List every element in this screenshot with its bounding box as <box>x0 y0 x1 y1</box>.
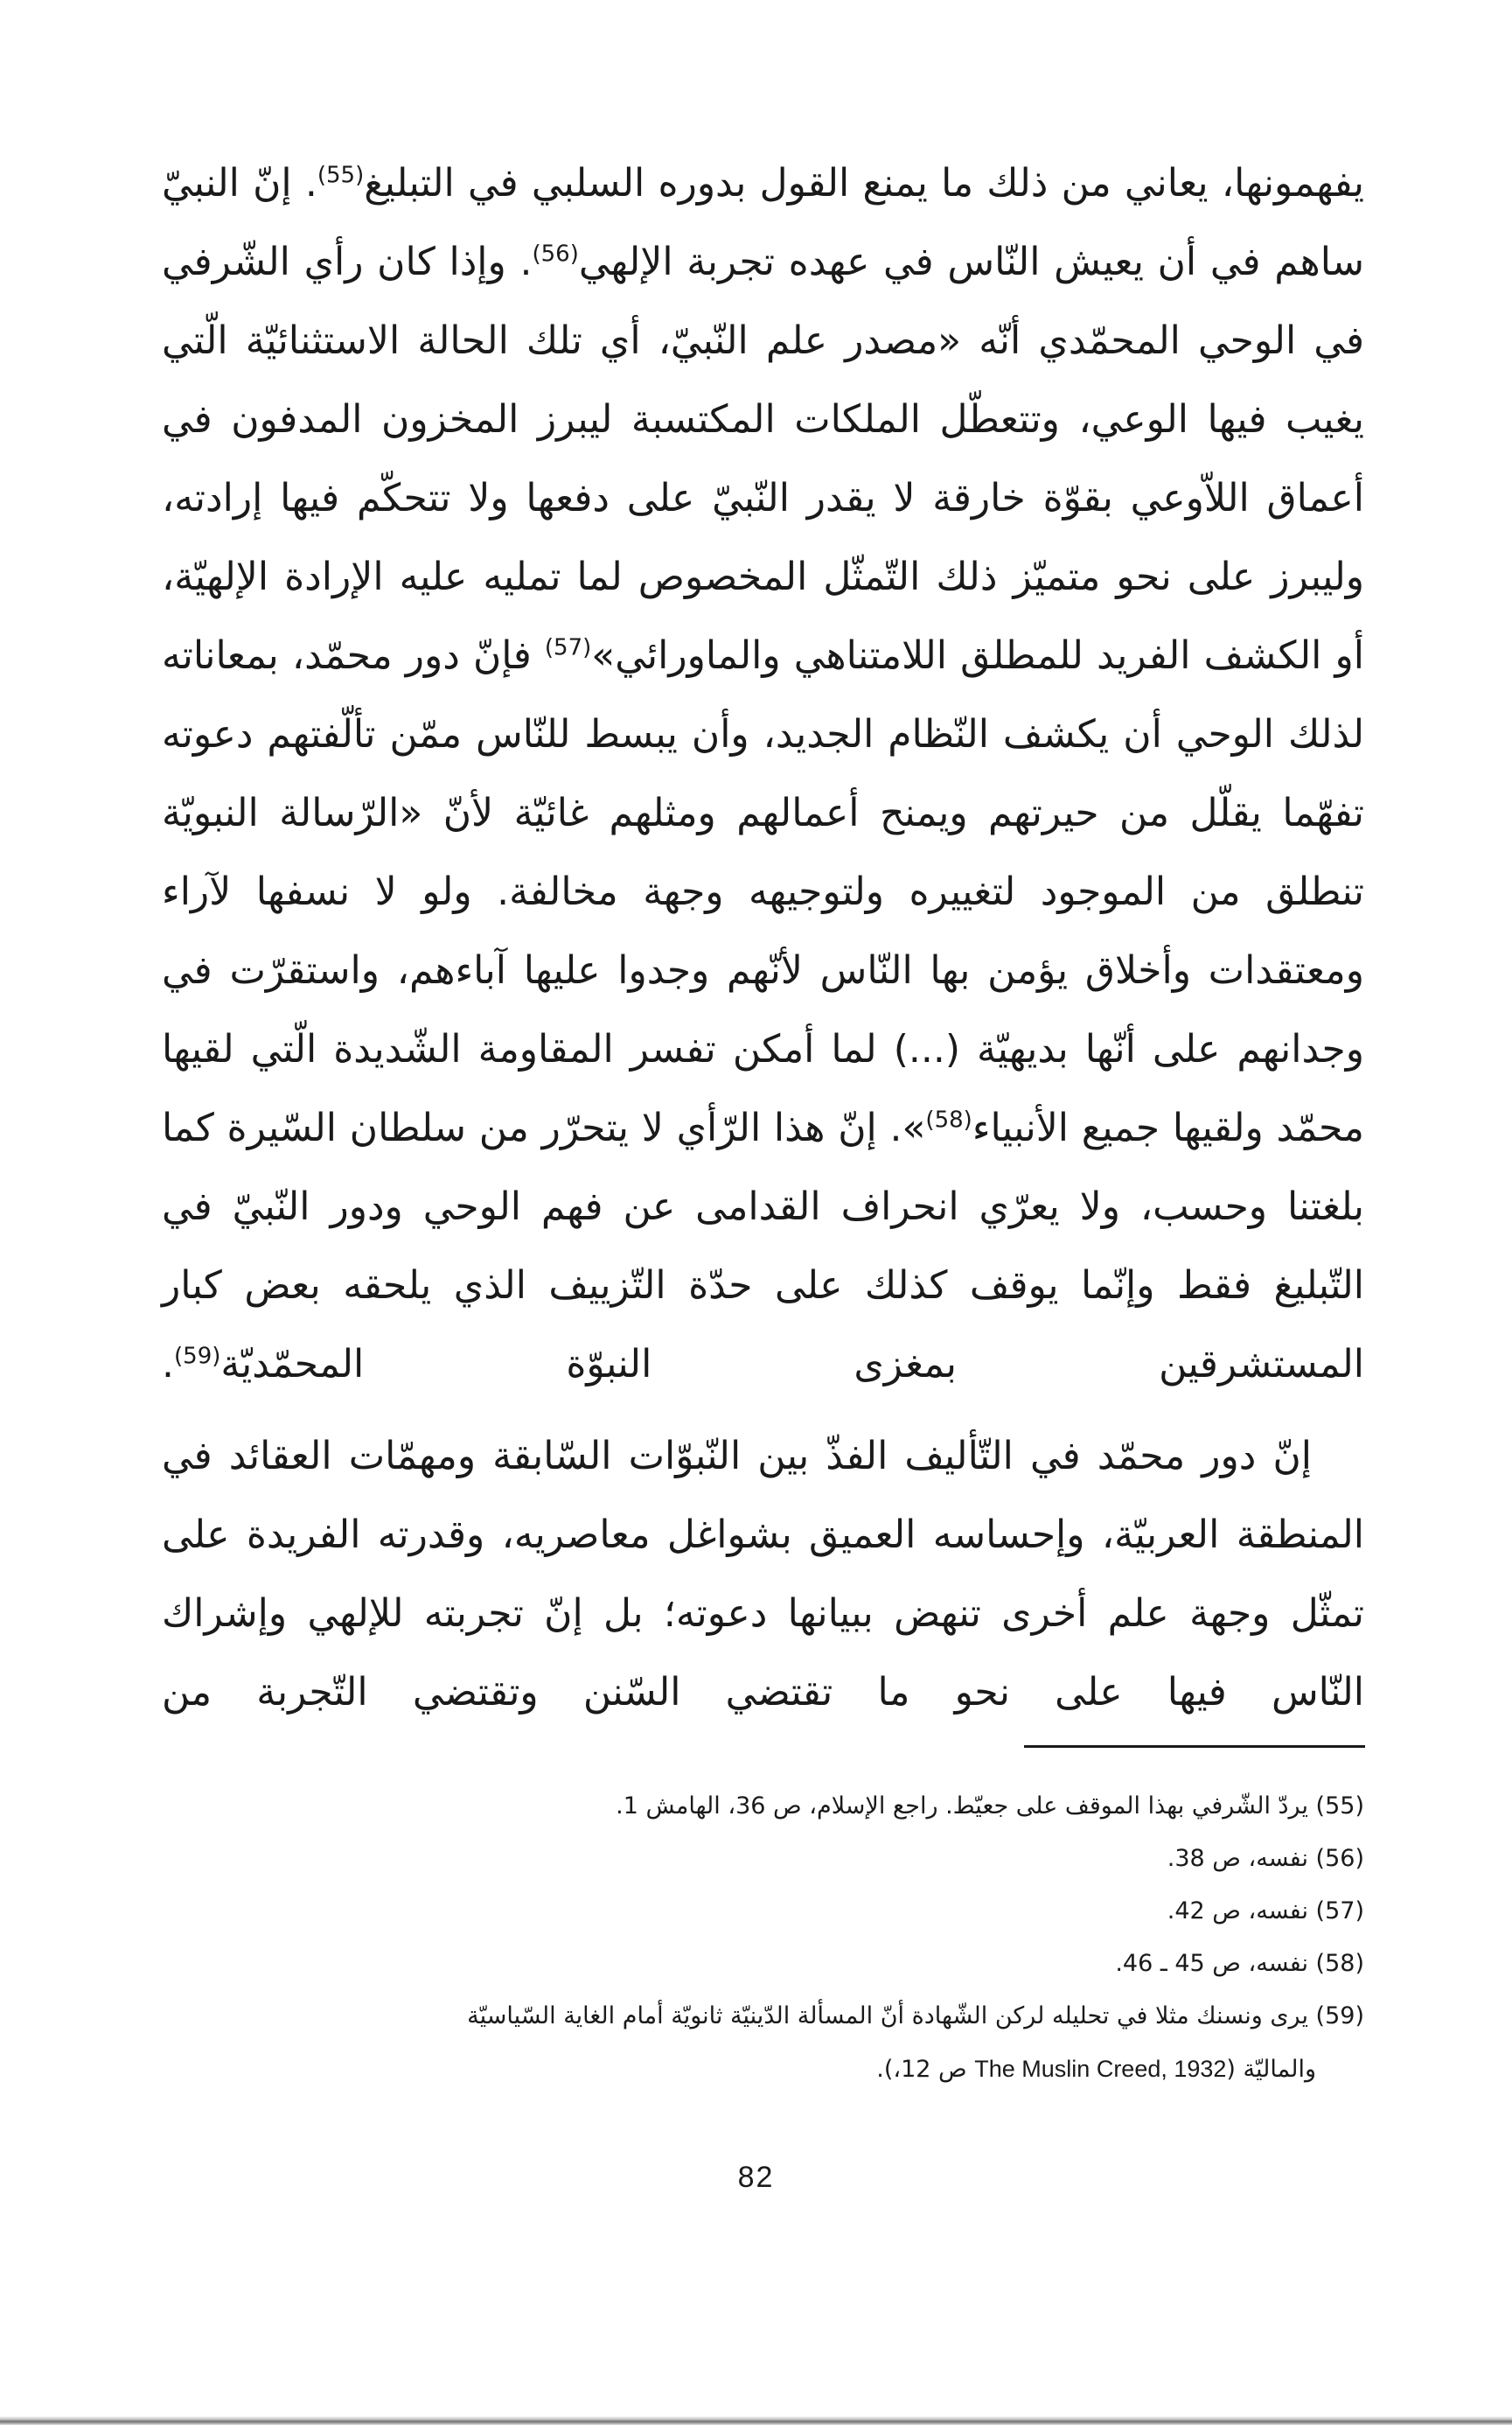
text-line: في المنطقة العربيّة، وإحساسه العميق بشواغل معاصريه، وقدرته الفريدة <box>162 1434 1364 1557</box>
text-line: المدفون في أعماق اللاّوعي بقوّة خارقة لا يقدر النّبيّ على دفعها ولا <box>162 397 1364 520</box>
footnote-57: (57) نفسه، ص 42. <box>1167 1897 1364 1925</box>
footnote-56: (56) نفسه، ص 38. <box>1167 1845 1364 1872</box>
text-line: على تمثّل وجهة علم أخرى تنهض ببيانها دعوته؛ بل إنّ تجربته للإلهي <box>162 1512 1365 1636</box>
text-line: ». إنّ هذا الرّأي لا يتحرّر من سلطان السّيرة كما بلغتنا <box>162 1106 1364 1229</box>
text-line: وجهة مخالفة. ولو لا نسفها لآراء ومعتقدات وأخلاق يؤمن بها النّاس <box>162 870 1364 993</box>
text-line: تتحكّم فيها إرادته، وليبرز على نحو متميّز ذلك التّمثّل المخصوص لما تمليه <box>162 476 1364 599</box>
text-line: الاستثنائيّة الّتي يغيب فيها الوعي، وتتعطّل الملكات المكتسبة ليبرز المخزون <box>162 318 1364 442</box>
text-line: وإشراك النّاس فيها على نحو ما تقتضي السّنن وتقتضي التّجربة من <box>162 1591 1364 1715</box>
text-line: . <box>162 1342 174 1387</box>
main-text <box>162 144 1364 1732</box>
text-line: التّبليغ فقط وإنّما يوقف كذلك على حدّة التّزييف الذي يلحقه بعض كبار <box>162 1263 1364 1308</box>
footnote-ref-59: (59) <box>174 1343 221 1370</box>
footnote-ref-58: (58) <box>925 1107 972 1134</box>
text-line: المستشرقين بمغزى النبوّة المحمّديّة <box>220 1342 1364 1387</box>
footnote-58: (58) نفسه، ص 45 ـ 46. <box>1115 1950 1364 1977</box>
footnote-59: (59) يرى ونسنك مثلا في تحليله لركن الشّهادة أنّ المسألة الدّينيّة ثانويّة أمام الغاية السّياسيّة <box>467 2002 1364 2029</box>
text-line: . وإذا كان رأي <box>303 240 533 284</box>
text-line: يفهمونها، يعاني من ذلك ما يمنع القول بدوره السلبي في التبليغ <box>364 161 1364 206</box>
footnote-ref-57: (57) <box>544 634 592 661</box>
footnotes <box>162 1780 1364 2096</box>
footnote-text: ص 12،). <box>876 2056 975 2083</box>
text-line: لما أمكن تفسر المقاومة الشّديدة الّتي لقيها محمّد ولقيها جميع <box>162 1027 1364 1150</box>
text-line: فإنّ دور محمّد، بمعاناته لذلك الوحي أن يكشف النّظام الجديد، وأن <box>162 633 1364 757</box>
footnote-separator <box>1024 1745 1365 1748</box>
scan-edge <box>0 2416 1512 2425</box>
text-line: ومثلهم غائيّة لأنّ «الرّسالة النبويّة تنطلق من الموجود لتغييره ولتوجيهه <box>162 791 1364 914</box>
paragraph-1 <box>162 144 1364 1404</box>
text-line: عليه الإرادة الإلهيّة، أو الكشف الفريد للمطلق اللامتناهي والماورائي» <box>162 555 1364 678</box>
book-title: The Muslin Creed, 1932 <box>974 2056 1227 2082</box>
text-line: يبسط للنّاس ممّن تألّفتهم دعوته تفهّما يقلّل من حيرتهم ويمنح أعمالهم <box>162 712 1364 835</box>
footnote-55: (55) يردّ الشّرفي بهذا الموقف على جعيّط. راجع الإسلام، ص 36، الهامش 1. <box>616 1792 1364 1820</box>
page-number: 82 <box>737 2161 775 2194</box>
text-line: لأنّهم وجدوا عليها آباءهم، واستقرّت في وجدانهم على أنّها بديهيّة (...) <box>162 948 1364 1072</box>
text-line: الأنبياء <box>972 1106 1070 1150</box>
footnote-text: والماليّة ( <box>1226 2056 1316 2083</box>
text-line: إنّ دور محمّد في التّأليف الفذّ بين النّبوّات السّابقة ومهمّات العقائد <box>228 1434 1312 1478</box>
footnote-59-continued <box>162 2043 1364 2096</box>
text-line: النبيّ ساهم في أن يعيش النّاس في عهده تجربة الإلهي <box>162 161 1364 284</box>
paragraph-2 <box>162 1417 1364 1732</box>
footnote-ref-56: (56) <box>532 241 579 268</box>
footnote-ref-55: (55) <box>317 162 365 189</box>
text-line: . إنّ <box>253 161 317 206</box>
text-line: الشّرفي في الوحي المحمّدي أنّه «مصدر علم النّبيّ، أي تلك الحالة <box>162 240 1365 363</box>
text-line: وحسب، ولا يعرّي انحراف القدامى عن فهم الوحي ودور النّبيّ في <box>162 1184 1268 1229</box>
